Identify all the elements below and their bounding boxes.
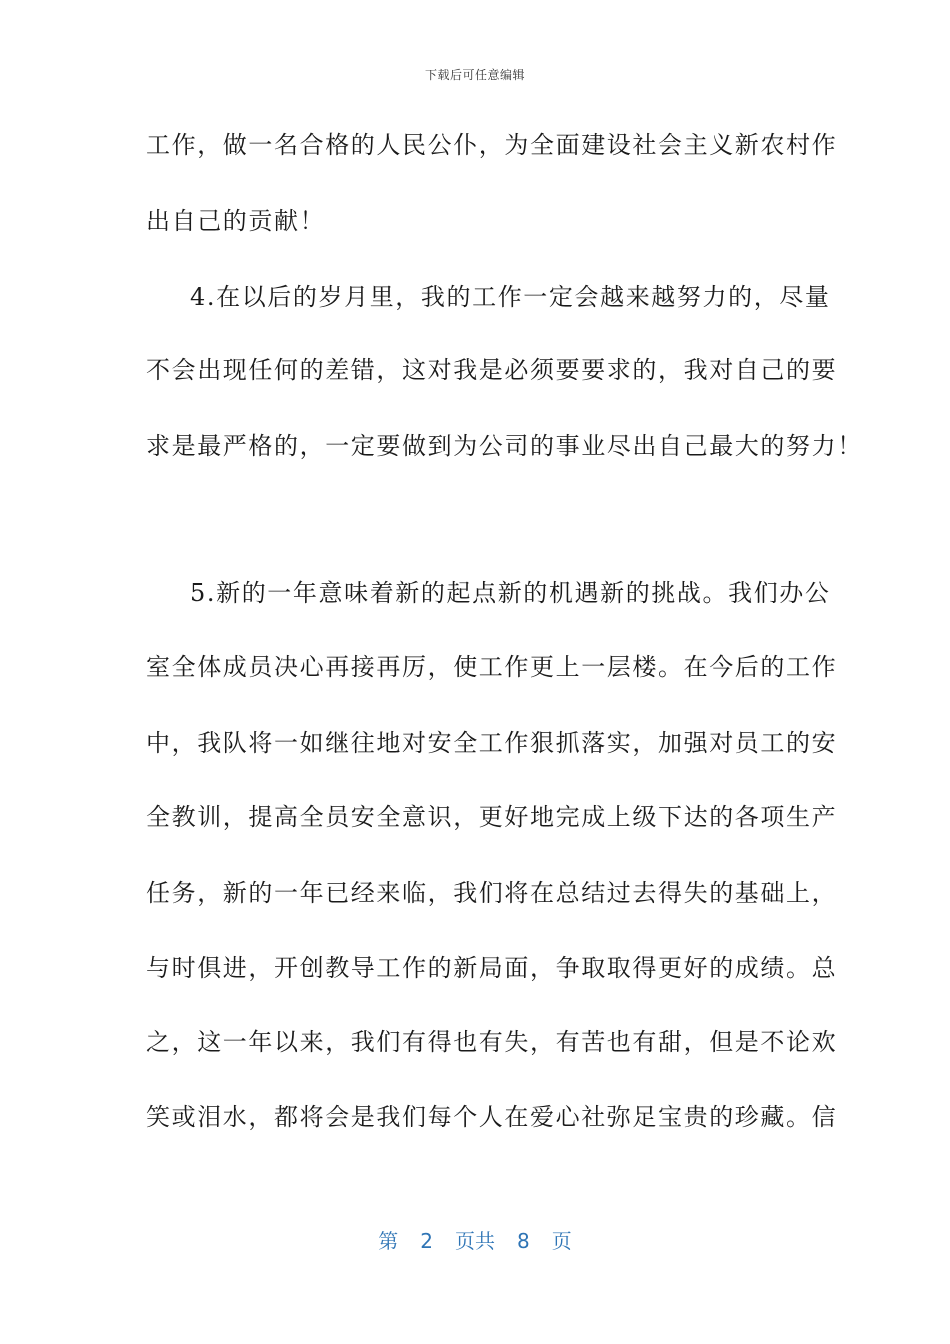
text-line: 出自己的贡献！ <box>146 207 326 235</box>
text-line: 之，这一年以来，我们有得也有失，有苦也有甜，但是不论欢 <box>146 1028 838 1056</box>
text-line: 5.新的一年意味着新的起点新的机遇新的挑战。我们办公 <box>190 579 831 607</box>
page-suffix: 页 <box>551 1229 572 1253</box>
text-line: 4.在以后的岁月里，我的工作一定会越来越努力的，尽量 <box>190 283 831 311</box>
page-number <box>0 1225 950 1254</box>
text-line: 求是最严格的，一定要做到为公司的事业尽出自己最大的努力！ <box>146 432 863 460</box>
text-line: 中，我队将一如继往地对安全工作狠抓落实，加强对员工的安 <box>146 729 838 757</box>
text-line: 任务，新的一年已经来临，我们将在总结过去得失的基础上， <box>146 879 838 907</box>
text-line: 室全体成员决心再接再厉，使工作更上一层楼。在今后的工作 <box>146 653 838 681</box>
text-line: 全教训，提高全员安全意识，更好地完成上级下达的各项生产 <box>146 803 838 831</box>
page-middle: 页共 <box>455 1229 495 1253</box>
text-line: 工作，做一名合格的人民公仆，为全面建设社会主义新农村作 <box>146 131 838 159</box>
text-line: 笑或泪水，都将会是我们每个人在爱心社弥足宝贵的珍藏。信 <box>146 1103 838 1131</box>
text-line: 不会出现任何的差错，这对我是必须要要求的，我对自己的要 <box>146 356 838 384</box>
text-line: 与时俱进，开创教导工作的新局面，争取取得更好的成绩。总 <box>146 954 838 982</box>
header-note: 下载后可任意编辑 <box>424 68 525 82</box>
page-current: 2 <box>420 1229 433 1253</box>
page-total: 8 <box>517 1229 530 1253</box>
page-prefix: 第 <box>378 1229 399 1253</box>
